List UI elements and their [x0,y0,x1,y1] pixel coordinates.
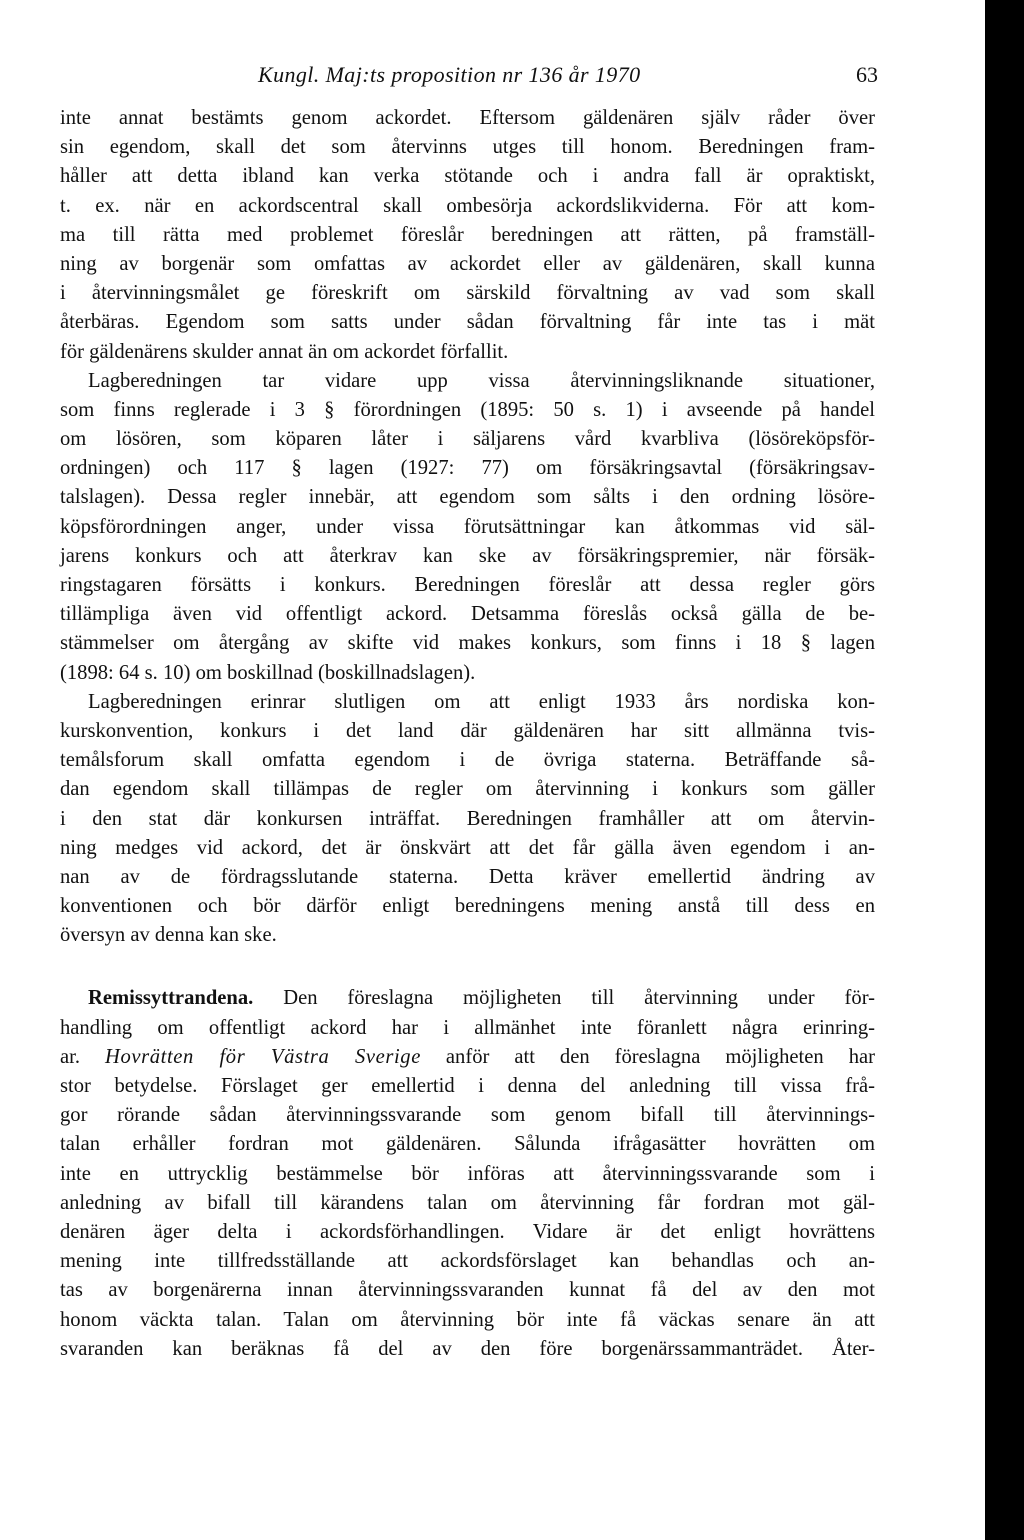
text-line: översyn av denna kan ske. [60,924,277,947]
text-line: köpsförordningen anger, under vissa förutsättningar kan åtkommas vid säl- [60,515,875,538]
text-line: ordningen) och 117 § lagen (1927: 77) om försäkringsavtal (försäkringsav- [60,457,875,480]
text-line: t. ex. när en ackordscentral skall ombesörja ackordslikviderna. För att kom- [60,194,875,217]
text-line: talan erhåller fordran mot gäldenären. Sålunda ifrågasätter hovrätten om [60,1133,875,1156]
text-line [60,1043,875,1072]
text-line: stämmelser om återgång av skifte vid makes konkurs, som finns i 18 § lagen [60,632,875,655]
text-line: ning av borgenär som omfattas av ackordet eller av gäldenären, skall kunna [60,252,875,275]
text-line: Lagberedningen tar vidare upp vissa återvinningsliknande situationer, [88,369,875,392]
body-text [60,104,875,1364]
text-line: nan av de fördragsslutande staterna. Detta kräver emellertid ändring av [60,865,875,888]
text-line: inte en uttrycklig bestämmelse bör införas att återvinningssvarande som i [60,1162,875,1185]
paragraph-1 [60,104,875,367]
text-line: svaranden kan beräknas få del av den före borgenärssammanträdet. Åter- [60,1337,875,1360]
text-line [60,984,875,1013]
paragraph-4 [60,984,875,1363]
text-line: kurskonvention, konkurs i det land där gäldenären har sitt allmänna tvis- [60,719,875,742]
running-title: Kungl. Maj:ts proposition nr 136 år 1970 [258,62,641,87]
text-line: gor rörande sådan återvinningssvarande som genom bifall till återvinnings- [60,1104,875,1127]
text-line: som finns reglerade i 3 § förordningen (1895: 50 s. 1) i avseende på handel [60,398,875,421]
text-line: honom väckta talan. Talan om återvinning bör inte få väckas senare än att [60,1308,875,1331]
text-line: om lösören, som köparen låter i säljarens vård kvarbliva (lösöreköpsför- [60,428,875,451]
text-line: (1898: 64 s. 10) om boskillnad (boskillnadslagen). [60,661,476,684]
text-line: håller att detta ibland kan verka stötande och i andra fall är opraktiskt, [60,165,875,188]
text-line: återbäras. Egendom som satts under sådan förvaltning får inte tas i mät [60,311,875,334]
text-line: konventionen och bör därför enligt beredningens mening anstå till dess en [60,895,875,918]
text-line: tas av borgenärerna innan återvinningssvaranden kunnat få del av den mot [60,1279,875,1302]
text-line: ma till rätta med problemet föreslår beredningen att rätten, på framställ- [60,223,875,246]
text-line: sin egendom, skall det som återvinns utges till honom. Beredningen fram- [60,136,875,159]
text-run: ar. [60,1045,105,1068]
text-line: handling om offentligt ackord har i allmänhet inte föranlett några erinring- [60,1016,875,1039]
text-run: anför att den föreslagna möjligheten har [420,1045,875,1068]
text-line: denären äger delta i ackordsförhandlingen. Vidare är det enligt hovrättens [60,1220,875,1243]
text-line: anledning av bifall till kärandens talan om återvinning får fordran mot gäl- [60,1191,875,1214]
text-line: talslagen). Dessa regler innebär, att egendom som sålts i den ordning lösöre- [60,486,875,509]
text-line: dan egendom skall tillämpas de regler om återvinning i konkurs som gäller [60,778,875,801]
text-line: jarens konkurs och att återkrav kan ske av försäkringspremier, när försäk- [60,544,875,567]
text-line: tillämpliga även vid offentligt ackord. Detsamma föreslås också gälla de be- [60,603,875,626]
page-number: 63 [856,62,878,87]
paragraph-2 [60,367,875,688]
court-name: Hovrätten för Västra Sverige [105,1045,421,1068]
paragraph-3 [60,688,875,951]
page-header [60,62,878,92]
text-line: i återvinningsmålet ge föreskrift om särskild förvaltning av vad som skall [60,282,875,305]
text-line: ringstagaren försätts i konkurs. Beredningen föreslår att dessa regler görs [60,574,875,596]
text-line: temålsforum skall omfatta egendom i de övriga staterna. Beträffande så- [60,749,875,772]
section-heading: Remissyttrandena. [88,987,254,1010]
text-line: Lagberedningen erinrar slutligen om att enligt 1933 års nordiska kon- [88,690,875,713]
section-gap [60,950,875,984]
text-line: för gäldenärens skulder annat än om ackordet förfallit. [60,340,509,363]
text-line: stor betydelse. Förslaget ger emellertid i denna del anledning till vissa frå- [60,1075,875,1097]
text-line: ning medges vid ackord, det är önskvärt att det får gälla även egendom i an- [60,836,875,859]
text-line: mening inte tillfredsställande att ackordsförslaget kan behandlas och an- [60,1250,875,1273]
text-line: inte annat bestämts genom ackordet. Eftersom gäldenären själv råder över [60,107,875,129]
text-line: i den stat där konkursen inträffat. Beredningen framhåller att om återvin- [60,807,875,830]
text-run: Den föreslagna möjligheten till återvinning under för- [253,987,875,1010]
